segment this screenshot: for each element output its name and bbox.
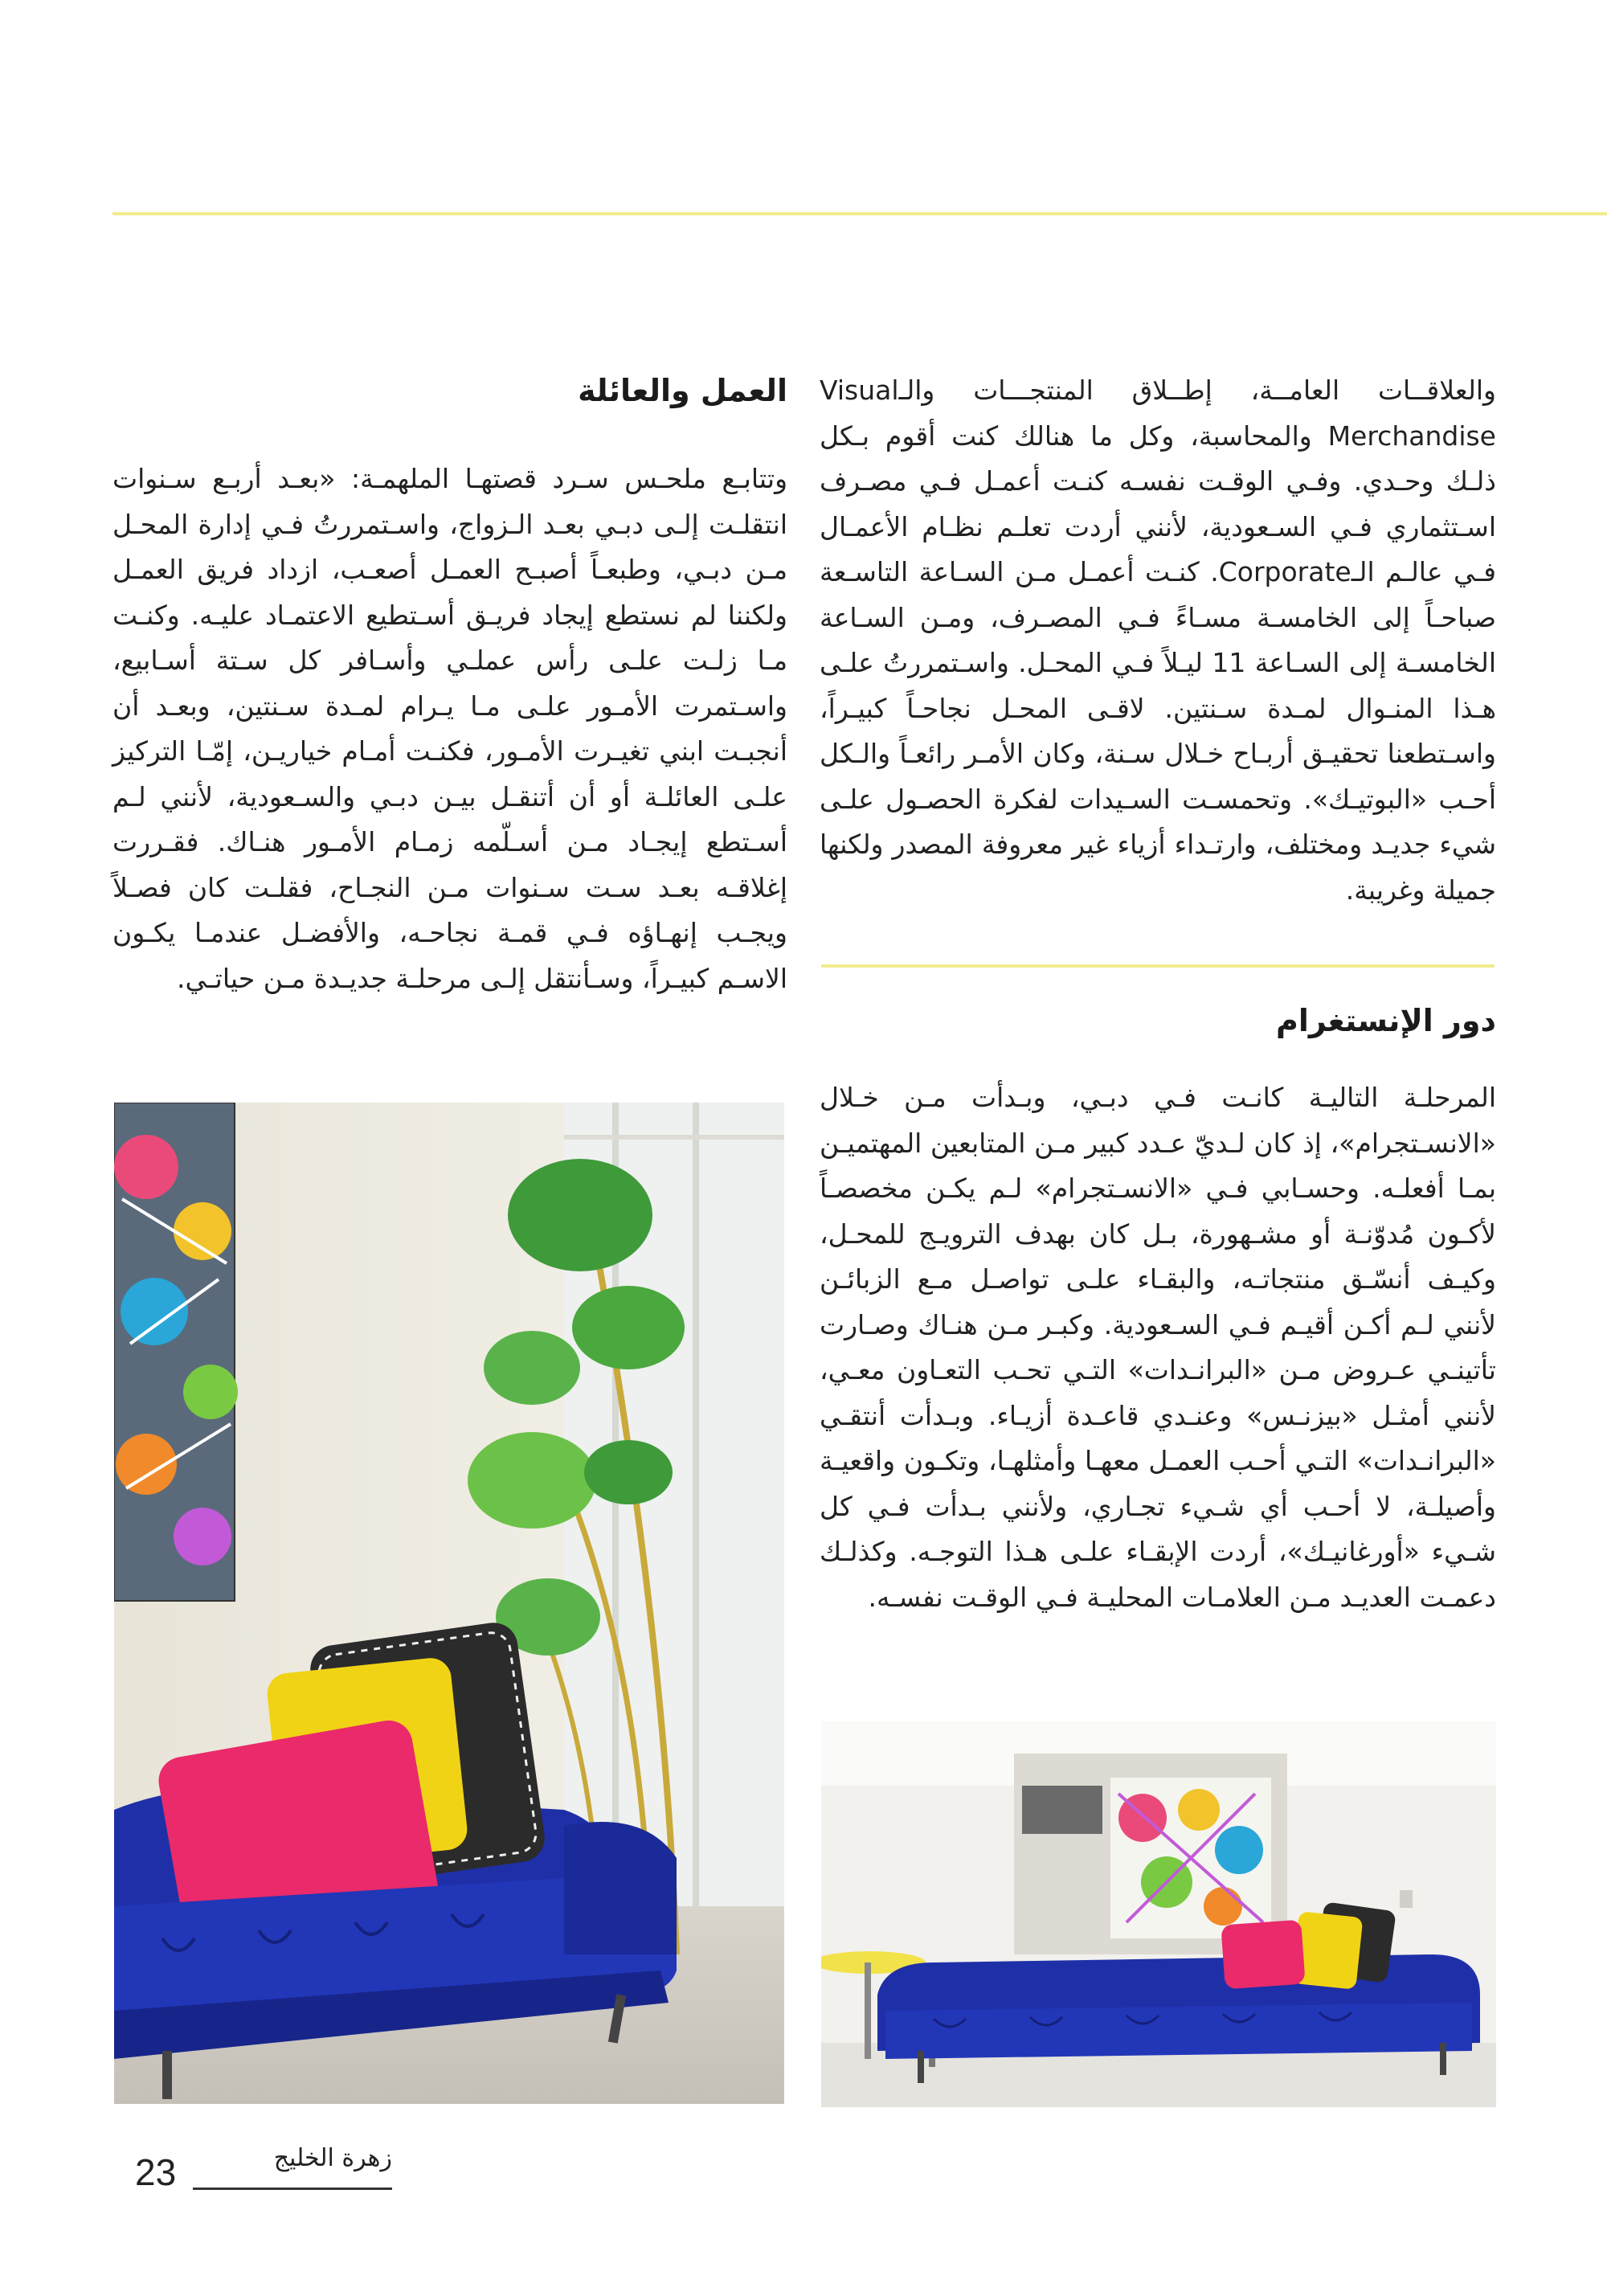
work-family-paragraph: وتتابـع ملحـس سـرد قصتهـا الملهمـة: «بعـد أربـع سـنوات انتقلـت إلـى دبـي بعـد الـزواج، واسـتمررتُ فـي إدارة المحـل مـن دبـي، وطبعـاً أصبـح العمـل أصعـب، ازداد فريق العمـل ولكننا لم نستطع إيجاد فريـق أسـتطيع الاعتمـاد عليـه. وكنـت مـا زلـت علـى رأس عملـي وأسـافر كل سـتة أسـابيع، واسـتمرت الأمـور علـى مـا يـرام لمـدة سـنتين، وبعـد أن أنجبـت ابني تغيـرت الأمـور، فكنـت أمـام خياريـن، إمّـا التركيز علـى العائلـة أو أن أتنقـل بيـن دبـي والسـعودية، لأنني لـم أسـتطع إيجـاد مـن أسـلّمه زمـام الأمـور هنـاك. فقـررت إغلاقـه بعـد سـت سـنوات مـن النجـاح، فقلـت كان فصـلاً ويجـب إنهـاؤه فـي قمـة نجاحـه، والأفضـل عندمـا يكـون الاسـم كبيـراً، وسـأنتقل إلـى مرحلـة جديـدة مـن حياتـي. (112, 463, 787, 994)
sofa-art-illustration (821, 1721, 1496, 2107)
right-column (820, 368, 1496, 913)
living-room-photo-small (821, 1721, 1496, 2107)
magazine-name: زهرة الخليج (273, 2144, 392, 2172)
left-section-body (112, 456, 787, 1001)
work-family-heading: العمل والعائلة (578, 373, 787, 408)
footer-divider (193, 2188, 392, 2190)
instagram-paragraph: المرحلـة التاليـة كانـت فـي دبـي، وبـدأت مـن خـلال «الانسـتجرام»، إذ كان لـديّ عـدد كبير مـن المتابعين المهتميـن بمـا أفعلـه. وحسـابي فـي «الانسـتجرام» لـم يكـن مخصصـاً لأكـون مُدوّنـة أو مشـهورة، بـل كان بهدف الترويـج للمحـل، وكيـف أنسّـق منتجاتـه، والبقـاء علـى تواصـل مـع الزبائـن لأنني لـم أكـن أقيـم فـي السـعودية. وكبـر مـن هنـاك وصـارت تأتينـي عـروض مـن «البرانـدات» التـي تحـب التعـاون معـي، لأنني أمثـل «بيزنـس» وعنـدي قاعـدة أزيـاء. وبـدأت أنتقـي «البرانـدات» التـي أحـب العمـل معهـا وأمثلهـا، وتكـون واقعيـة وأصيلـة، لا أحـب أي شـيء تجـاري، ولأنني بـدأت فـي كل شـيء «أورغانيـك»، أردت الإبقـاء علـى هـذا التوجـه. وكذلـك دعمـت العديـد مـن العلامـات المحليـة فـي الوقـت نفسـه. (820, 1082, 1496, 1613)
left-column (112, 373, 787, 408)
right-intro-paragraph: والعلاقــات العامــة، إطــلاق المنتجـــات والـVisual Merchandise والمحاسبة، وكل ما هنالك كنت أقوم بـكل ذلـك وحـدي. وفـي الوقـت نفسـه كنـت أعمـل فـي مصـرف اسـتثماري فـي السـعودية، لأنني أردت تعلـم نظـام الأعمـال فـي عالـم الـCorporate. كنـت أعمـل مـن السـاعة التاسـعة صباحـاً إلى الخامسـة مسـاءً فـي المصـرف، ومـن السـاعة الخامسـة إلى السـاعة 11 ليـلاً فـي المحـل. واسـتمررتُ علـى هـذا المنـوال لمـدة سـنتين. لاقـى المحـل نجاحـاً كبيـراً، واسـتطعنا تحقيـق أربـاح خـلال سـنة، وكان الأمـر رائعـاً والـكل أحـب «البوتيـك». وتحمسـت السـيدات لفكرة الحصـول علـى شيء جديـد ومختلف، وارتـداء أزياء غير معروفة المصدر ولكنها جميلة وغريبة. (820, 374, 1496, 906)
section-divider (821, 964, 1495, 968)
page-number: 23 (135, 2151, 177, 2193)
right-section-body (820, 1075, 1496, 1620)
top-divider (112, 212, 1607, 215)
page-footer (135, 2146, 392, 2194)
living-room-photo-large (114, 1103, 784, 2104)
sofa-room-illustration (114, 1103, 784, 2104)
right-section (820, 1003, 1496, 1038)
instagram-heading: دور الإنستغرام (1276, 1003, 1496, 1038)
